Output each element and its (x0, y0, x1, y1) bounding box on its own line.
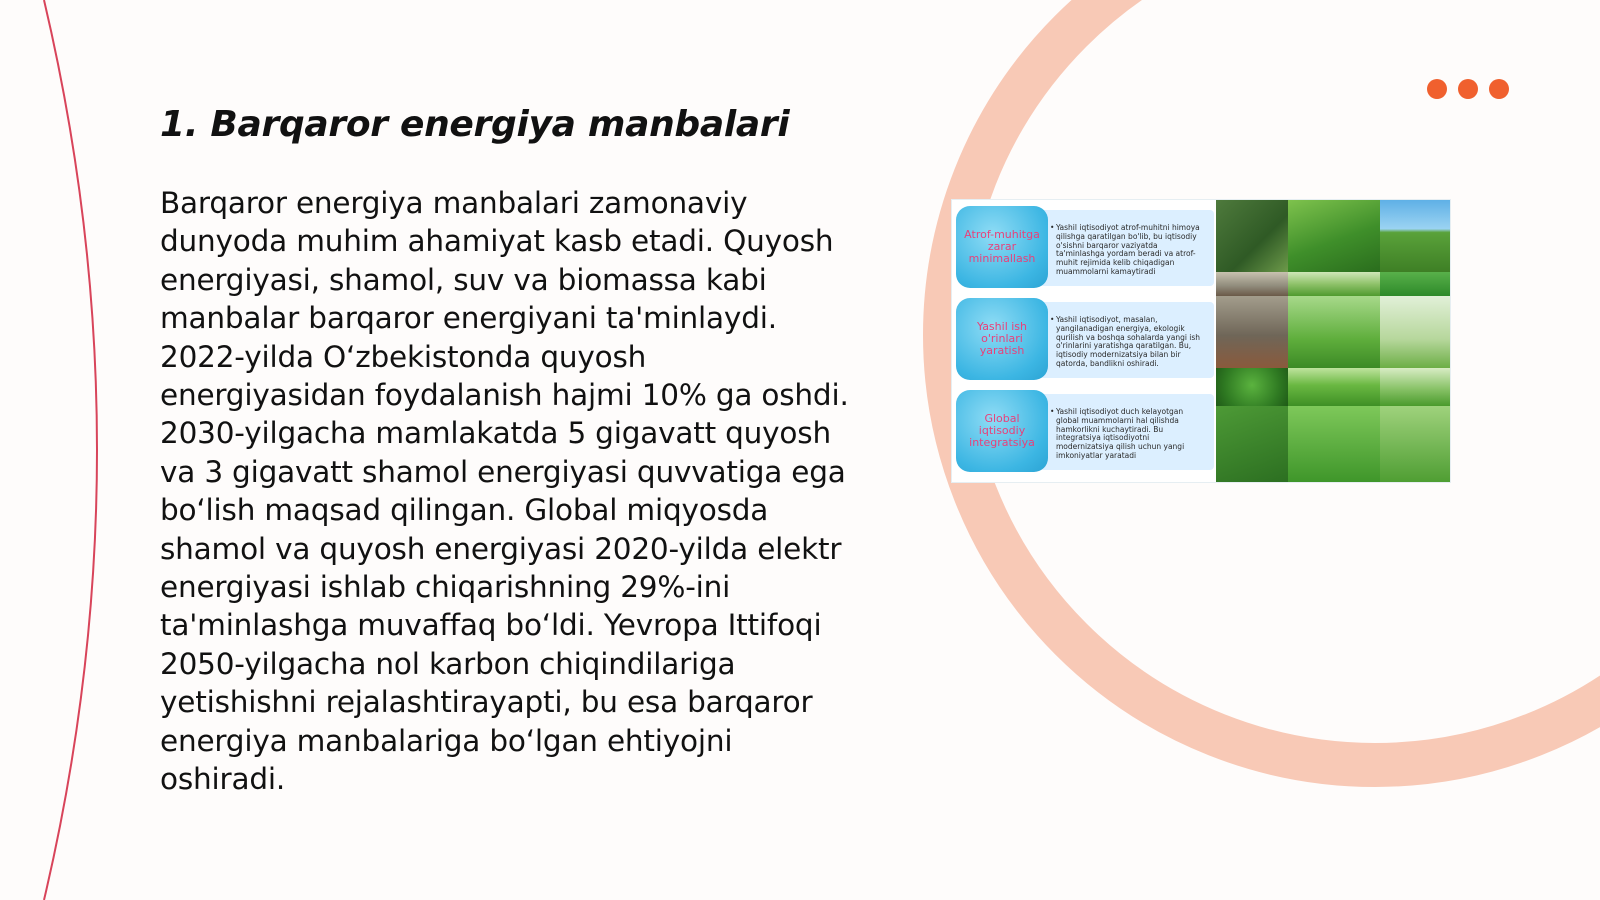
city-photo (1216, 272, 1288, 296)
dot-icon (1458, 79, 1478, 99)
meadow-photo (1288, 272, 1380, 296)
green-economy-figure (952, 200, 1450, 482)
grass-photo (1288, 200, 1380, 272)
diagram-row-label: Yashil ish o'rinlari yaratish (956, 298, 1048, 380)
sprout-photo (1380, 406, 1450, 482)
dark-leaf-photo (1216, 406, 1288, 482)
green-field-photo (1380, 272, 1450, 296)
dot-icon (1489, 79, 1509, 99)
green-photo-collage (1216, 200, 1450, 482)
diagram-row (952, 296, 1214, 382)
diagram-row-label: Global iqtisodiy integratsiya (956, 390, 1048, 472)
diagram-row (952, 388, 1214, 474)
diagram-row (952, 204, 1214, 290)
slide-title: 1. Barqaror energiya manbalari (160, 104, 790, 145)
diagram-row-label: Atrof-muhitga zarar minimallash (956, 206, 1048, 288)
figure-diagram (952, 200, 1214, 482)
field-sky-photo (1380, 200, 1450, 272)
tree-field-photo (1380, 296, 1450, 368)
light-green-photo (1380, 368, 1450, 406)
slide-body-text: Barqaror energiya manbalari zamonaviy dunyoda muhim ahamiyat kasb etadi. Quyosh energiyasi, shamol, suv va biomassa kabi manbalar barqaror energiyani ta'minlaydi. 2022-yilda O‘zbekistonda quyosh energiyasidan foydalanish hajmi 10% ga oshdi. 2030-yilgacha mamlakatda 5 gigavatt quyosh va 3 gigavatt shamol energiyasi quvvatiga ega bo‘lish maqsad qilingan. Global miqyosda shamol va quyosh energiyasi 2020-yilda elektr energiyasi ishlab chiqarishning 29%-ini ta'minlashga muvaffaq bo‘ldi. Yevropa Ittifoqi 2050-yilgacha nol karbon chiqindilariga yetishishni rejalashtirayapti, bu esa barqaror energiya manbalariga bo‘lgan ehtiyojni oshiradi. (160, 186, 849, 797)
diagram-row-description: • Yashil iqtisodiyot atrof-muhitni himoya qilishga qaratilgan bo'lib, bu iqtisodiy o'sishni barqaror vaziyatda ta'minlashga yordam beradi va atrof-muhit rejimida kelib chiqadigan muammolarni kamaytiradi (1056, 224, 1208, 277)
crop-field-photo (1288, 368, 1380, 406)
left-curve-line (44, 0, 97, 900)
tree-photo (1216, 368, 1288, 406)
decorative-dots (1427, 79, 1509, 99)
diagram-row-description: • Yashil iqtisodiyot duch kelayotgan global muammolarni hal qilishda hamkorlikni kuchaytiradi. Bu integratsiya iqtisodiyotni modernizatsiya qilish uchun yangi imkoniyatlar yaratadi (1056, 408, 1208, 461)
dot-icon (1427, 79, 1447, 99)
diagram-row-description: • Yashil iqtisodiyot, masalan, yangilanadigan energiya, ekologik qurilish va boshqa sohalarda yangi ish o'rinlarini yaratishga qaratilgan. Bu, iqtisodiy modernizatsiya bilan bir qatorda, bandlikni oshiradi. (1056, 316, 1208, 369)
grass-field-photo (1288, 406, 1380, 482)
factory-photo (1216, 296, 1288, 368)
green-hill-photo (1288, 296, 1380, 368)
leaf-photo (1216, 200, 1288, 272)
